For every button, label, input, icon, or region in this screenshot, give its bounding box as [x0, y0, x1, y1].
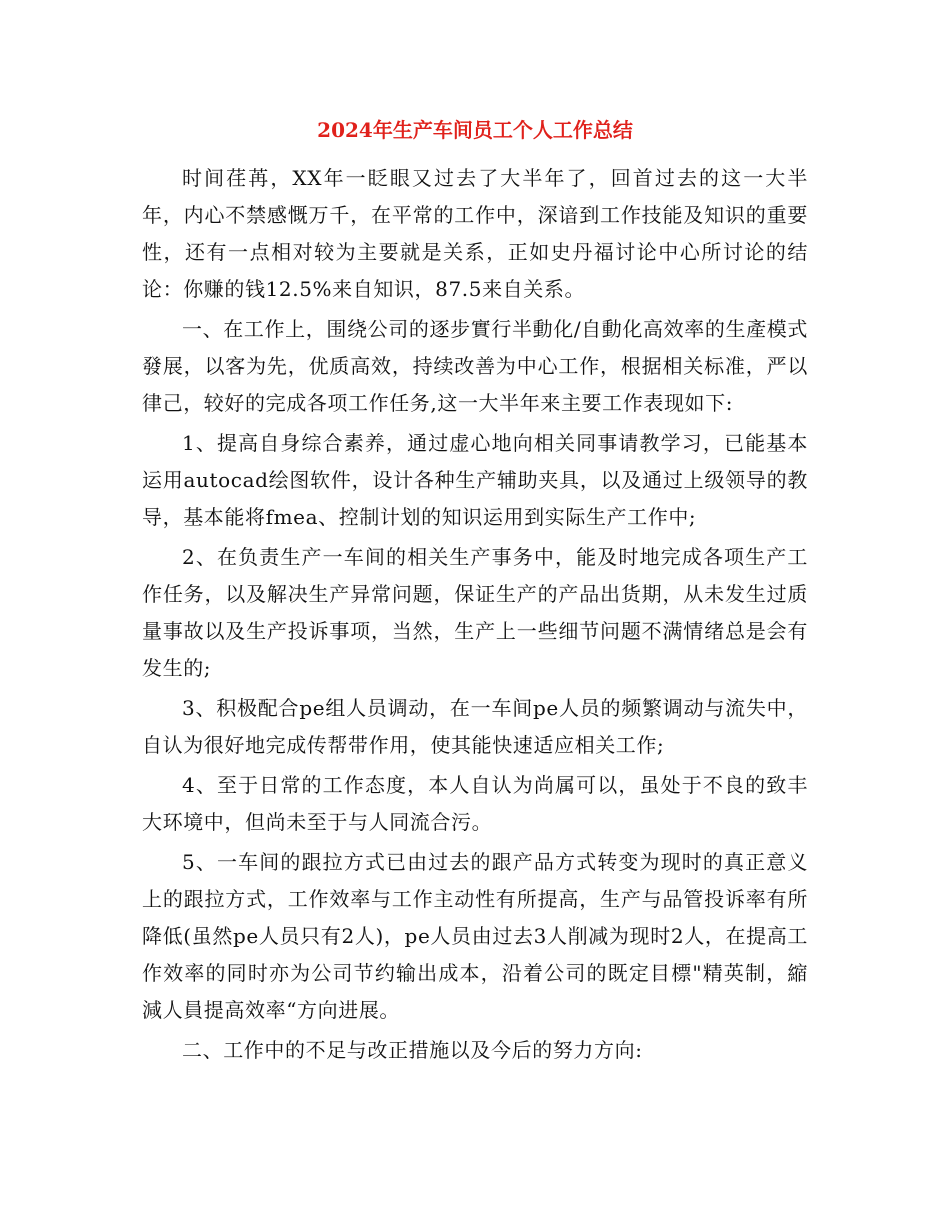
document-page — [142, 112, 808, 1072]
paragraph-item-1: 1、提高自身综合素养，通过虚心地向相关同事请教学习，已能基本运用autocad绘图软件，设计各种生产辅助夹具，以及通过上级领导的教导，基本能将fmea、控制计划的知识运用到实际生产工作中; — [142, 431, 808, 529]
paragraph-item-3: 3、积极配合pe组人员调动，在一车间pe人员的频繁调动与流失中，自认为很好地完成传帮带作用，使其能快速适应相关工作; — [142, 696, 808, 757]
paragraph-item-5: 5、一车间的跟拉方式已由过去的跟产品方式转变为现时的真正意义上的跟拉方式，工作效率与工作主动性有所提高，生产与品管投诉率有所降低(虽然pe人员只有2人)，pe人员由过去3人削减为现时2人，在提高工作效率的同时亦为公司节约输出成本，沿着公司的既定目標"精英制，縮減人員提高效率“方向进展。 — [142, 850, 808, 1022]
paragraph-item-2: 2、在负责生产一车间的相关生产事务中，能及时地完成各项生产工作任务，以及解决生产异常问题，保证生产的产品出货期，从未发生过质量事故以及生产投诉事项，当然，生产上一些细节问题不满情绪总是会有发生的; — [142, 545, 808, 680]
paragraph-section-two: 二、工作中的不足与改正措施以及今后的努力方向: — [182, 1038, 643, 1062]
paragraph-item-4: 4、至于日常的工作态度，本人自认为尚属可以，虽处于不良的致丰大环境中，但尚未至于与人同流合污。 — [142, 773, 808, 834]
document-title: 2024年生产车间员工个人工作总结 — [317, 118, 633, 142]
paragraph-intro: 时间荏苒，XX年一眨眼又过去了大半年了，回首过去的这一大半年，内心不禁感慨万千，在平常的工作中，深谙到工作技能及知识的重要性，还有一点相对较为主要就是关系，正如史丹福讨论中心所讨论的结论：你赚的钱12.5%来自知识，87.5来自关系。 — [142, 166, 808, 301]
paragraph-section-one: 一、在工作上，围绕公司的逐步實行半動化/自動化高效率的生產模式發展，以客为先，优质高效，持续改善为中心工作，根据相关标准，严以律己，较好的完成各项工作任务,这一大半年来主要工作表现如下: — [142, 317, 808, 415]
